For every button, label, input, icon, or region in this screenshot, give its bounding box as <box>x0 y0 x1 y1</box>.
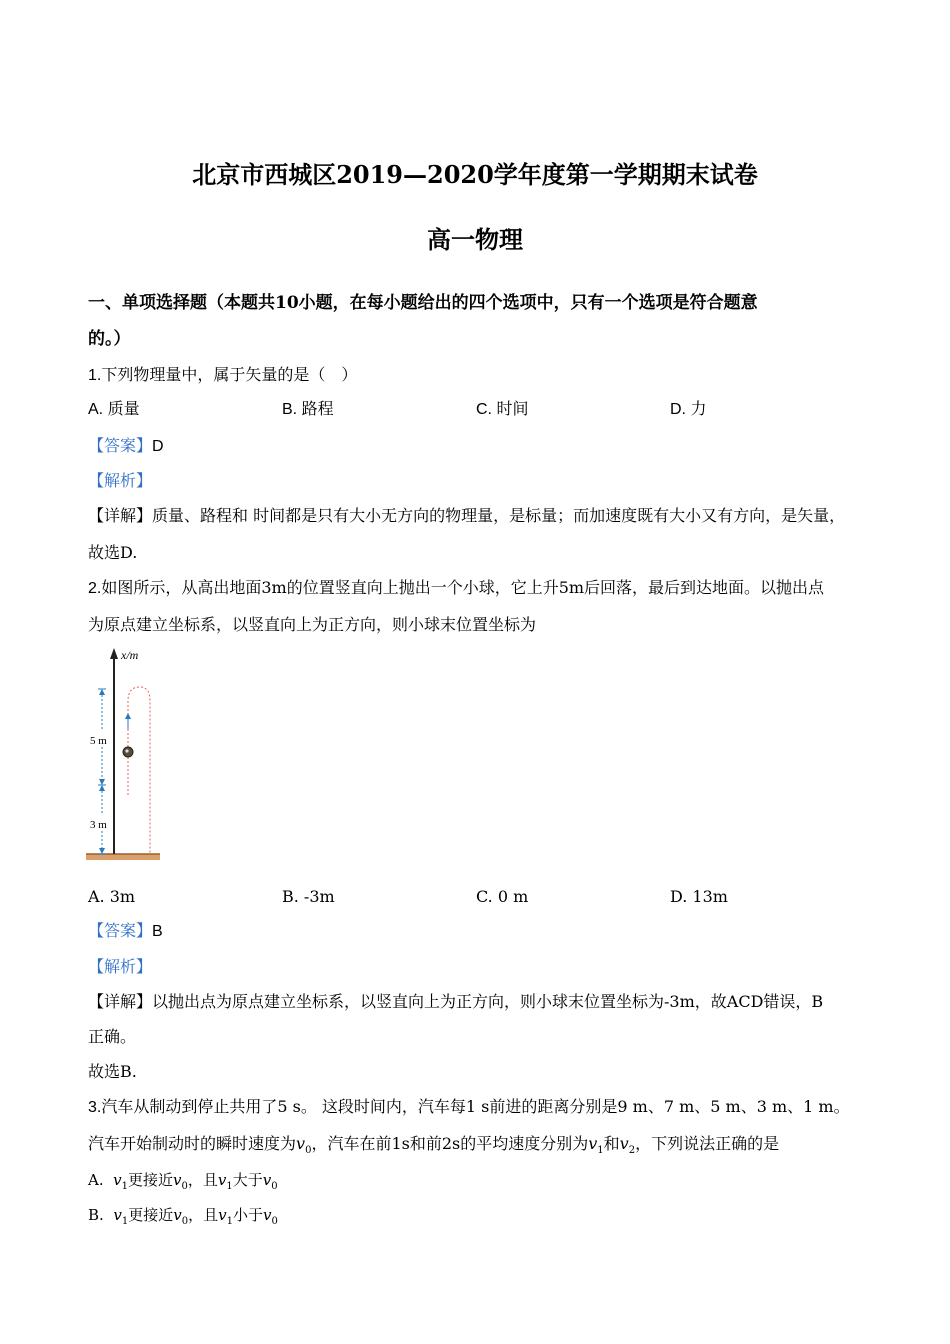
sub-0: 0 <box>181 1216 189 1227</box>
sub-0: 0 <box>271 1216 278 1227</box>
q2-answer <box>88 919 163 944</box>
q2-detail-line2: 正确。 <box>88 1027 137 1046</box>
q3-option-b-label: B. <box>88 1206 104 1224</box>
q3-stem-line2 <box>88 1132 779 1163</box>
q1-detail-line1 <box>88 504 845 528</box>
trajectory-path <box>128 687 150 853</box>
q1-option-d: D. 力 <box>670 401 707 418</box>
var-v0: v <box>173 1206 182 1224</box>
label-3m: 3 m <box>90 819 107 831</box>
q2-stem-line2: 为原点建立坐标系，以竖直向上为正方向，则小球末位置坐标为 <box>88 615 537 634</box>
sub-0: 0 <box>181 1181 188 1192</box>
var-v0: v <box>296 1134 306 1153</box>
q1-option-a: A. 质量 <box>88 401 140 418</box>
q1-answer <box>88 434 164 459</box>
q2-detail-tag: 【详解】 <box>88 992 153 1011</box>
q2-figure <box>84 643 164 863</box>
var-v1: v <box>113 1171 122 1189</box>
q2-stem-text: 如图所示，从高出地面3m的位置竖直向上抛出一个小球，它上升5m后回落，最后到达地面。以抛出点 <box>101 578 825 597</box>
section-heading-line2: 的。） <box>88 329 131 349</box>
q1-answer-value: D <box>152 438 164 455</box>
q1-number: 1. <box>88 367 102 384</box>
q2-answer-value: B <box>152 923 163 940</box>
q2-detail-line1 <box>88 990 823 1014</box>
q1-option-b: B. 路程 <box>282 401 334 418</box>
page-subtitle: 高一物理 <box>427 225 523 254</box>
var-v1: v <box>113 1206 122 1224</box>
var-v0: v <box>262 1171 272 1189</box>
sub-1: 1 <box>226 1181 233 1192</box>
q1-stem-text: 下列物理量中，属于矢量的是（ ） <box>101 365 358 384</box>
label-5m: 5 m <box>90 735 107 747</box>
q2-detail-text: 以抛出点为原点建立坐标系，以竖直向上为正方向，则小球末位置坐标为-3m，故ACD错误，B <box>152 992 824 1011</box>
sub-2: 2 <box>628 1145 636 1157</box>
q3-and: 和 <box>603 1134 620 1153</box>
ground <box>86 854 160 860</box>
q3-stem-line1 <box>88 1095 850 1120</box>
q3-stem-text: 汽车从制动到停止共用了5 s。 这段时间内，汽车每1 s前进的距离分别是9 m、7 m、5 m、3 m、1 m。 <box>101 1097 850 1116</box>
var-v1: v <box>218 1206 227 1224</box>
axis-label: x/m <box>121 648 139 662</box>
sub-1: 1 <box>226 1216 233 1227</box>
q1-detail-line2: 故选D. <box>88 543 138 562</box>
q3-option-b-text2: ，且 <box>188 1206 219 1224</box>
sub-1: 1 <box>597 1145 604 1157</box>
q1-stem <box>88 363 357 388</box>
q3-stem-part-b: ，汽车在前1s和前2s的平均速度分别为 <box>311 1134 589 1153</box>
q3-option-a-text2: ，且 <box>187 1171 218 1189</box>
var-v0: v <box>173 1171 182 1189</box>
q3-number: 3. <box>88 1099 102 1116</box>
q1-analysis-tag: 【解析】 <box>88 471 153 490</box>
q1-option-c: C. 时间 <box>476 401 529 418</box>
var-v1: v <box>217 1171 227 1189</box>
q3-option-b-text1: 更接近 <box>128 1206 174 1224</box>
q2-option-c: C. 0 m <box>476 887 529 906</box>
q3-option-a <box>88 1168 278 1199</box>
q3-option-b-text3: 小于 <box>232 1206 263 1224</box>
q1-detail-tag: 【详解】 <box>88 506 153 525</box>
q2-option-d: D. 13m <box>670 887 728 906</box>
q3-option-b <box>88 1203 278 1234</box>
q3-stem-part-a: 汽车开始制动时的瞬时速度为 <box>88 1134 297 1153</box>
sub-1: 1 <box>121 1216 129 1227</box>
q2-option-a: A. 3m <box>88 887 136 906</box>
sub-0: 0 <box>305 1145 312 1157</box>
sub-0: 0 <box>271 1181 278 1192</box>
q2-answer-tag: 【答案】 <box>88 921 153 940</box>
q3-option-a-text1: 更接近 <box>128 1171 174 1189</box>
q1-answer-tag: 【答案】 <box>88 436 153 455</box>
sub-1: 1 <box>121 1181 129 1192</box>
q3-option-a-label: A. <box>88 1171 104 1189</box>
section-heading-line1: 一、单项选择题（本题共10小题，在每小题给出的四个选项中，只有一个选项是符合题意 <box>88 293 758 313</box>
var-v1: v <box>588 1134 598 1153</box>
q2-number: 2. <box>88 580 102 597</box>
var-v2: v <box>619 1134 629 1153</box>
q1-detail-text: 质量、路程和 时间都是只有大小无方向的物理量，是标量；而加速度既有大小又有方向，是矢量， <box>152 506 846 525</box>
page-title: 北京市西城区2019—2020学年度第一学期期末试卷 <box>192 160 758 189</box>
q2-option-b: B. -3m <box>282 887 335 906</box>
q3-option-a-text3: 大于 <box>232 1171 263 1189</box>
axis-arrow-icon <box>110 648 118 659</box>
q2-analysis-tag: 【解析】 <box>88 957 153 976</box>
q2-conclusion: 故选B. <box>88 1062 137 1081</box>
q2-stem-line1 <box>88 576 824 601</box>
var-v0: v <box>262 1206 272 1224</box>
q3-stem-part-c: ，下列说法正确的是 <box>635 1134 780 1153</box>
